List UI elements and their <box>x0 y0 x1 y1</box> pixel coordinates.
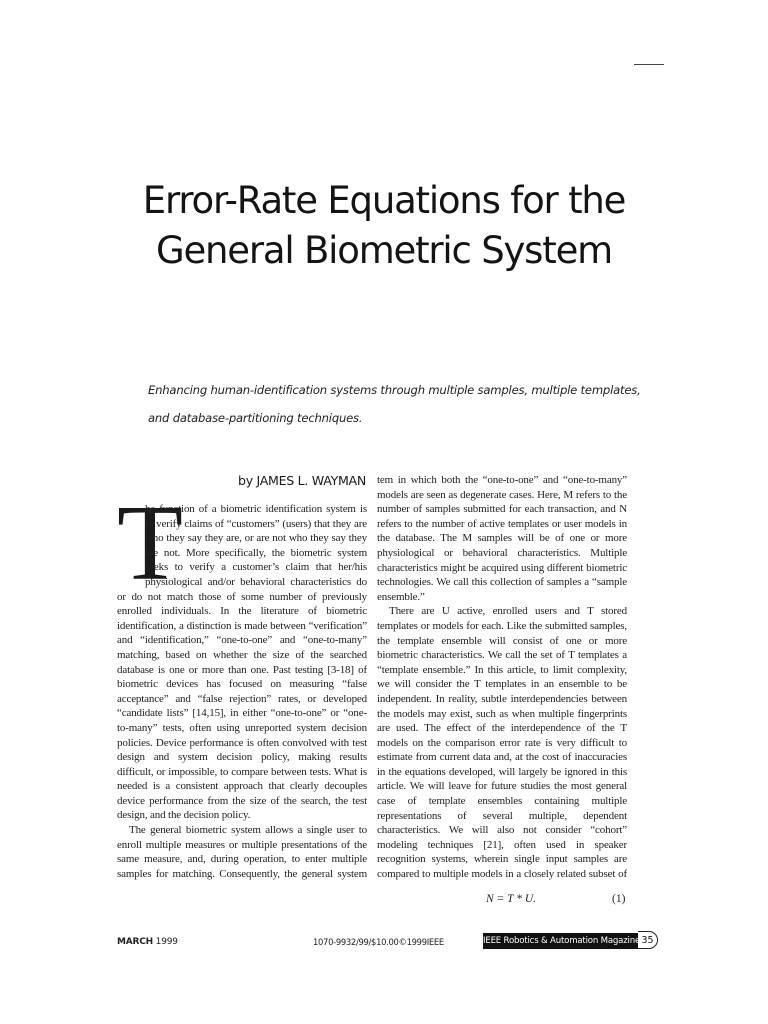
footer-year: 1999 <box>155 937 178 947</box>
paragraph: The general biometric system allows a single user to enroll multiple measures or multiple presentations of the same measure, and, during operation, to enter multiple samples for matching. Consequently, the general system <box>117 824 367 880</box>
author-byline: by JAMES L. WAYMAN <box>238 473 366 488</box>
title-line-2: General Biometric System <box>156 229 612 272</box>
subtitle-line-2: and database-partitioning techniques. <box>148 411 363 425</box>
paragraph: There are U active, enrolled users and T stored templates or models for each. Like the submitted samples, the template ensemble will consist of one or more biometric characteristics. We call the set of T templates a “template ensemble.” In this article, to limit complexity, we will consider the T templates in an ensemble to be independent. In reality, subtle interdependencies between the models may exist, such as when multiple fingerprints are used. The effect of the interdependence of the T models on the comparison error rate is very difficult to estimate from current data and, at the cost of inaccuracies in the equations developed, will largely be ignored in this article. We will leave for future studies the most general case of template ensembles containing multiple representations of several multiple, dependent characteristics. We will also not consider “cohort” modeling techniques [21], often used in speaker recognition systems, wherein single input samples are compared to multiple models in a closely related subset of <box>377 605 627 881</box>
body-column-left <box>117 502 367 880</box>
equation-number: (1) <box>612 893 626 905</box>
equation: N = T * U. <box>486 893 537 905</box>
drop-cap: T <box>117 502 183 603</box>
footer-date <box>117 937 178 947</box>
article-title <box>0 176 768 276</box>
paragraph: tem in which both the “one-to-one” and “one-to-many” models are seen as degenerate cases. Here, M refers to the number of samples submitted for each transaction, and N refers to the number of active templates or user models in the database. The M samples will be of one or more physiological or behavioral characteristics. Multiple characteristics might be acquired using different biometric technologies. We call this collection of samples a “sample ensemble.” <box>377 474 627 603</box>
footer-issn: 1070-9932/99/$10.00©1999IEEE <box>313 937 444 947</box>
paragraph: he function of a biometric identification system is to verify claims of “customers” (users) that they are who they say they are, or are not who they say they are not. More specifically, the biometric system seeks to verify a customer’s claim that her/his physiological and/or behavioral characteristics do or do not match those of some number of previously enrolled individuals. In the literature of biometric identification, a distinction is made between “verification” and “identification,” “one-to-one” and “one-to-many” matching, based on whether the size of the searched database is one or more than one. Past testing [3-18] of biometric devices has focused on measuring “false acceptance” and “false rejection” rates, or developed “candidate lists” [14,15], in either “one-to-one” or “one-to-many” tests, often using unreported system decision policies. Device performance is often convolved with test design and system decision policy, making results difficult, or impossible, to compare between tests. What is needed is a consistent approach that clearly decouples device performance from the size of the search, the test design, and the decision policy. <box>117 503 367 822</box>
footer-magazine-name: IEEE Robotics & Automation Magazine <box>483 933 638 949</box>
subtitle-line-1: Enhancing human-identification systems through multiple samples, multiple templates, <box>148 383 641 397</box>
article-subtitle <box>148 376 668 432</box>
footer-month: MARCH <box>117 937 153 947</box>
body-column-right <box>377 473 627 881</box>
corner-rule <box>634 64 664 65</box>
page-number: 35 <box>638 931 658 949</box>
title-line-1: Error-Rate Equations for the <box>142 179 626 222</box>
